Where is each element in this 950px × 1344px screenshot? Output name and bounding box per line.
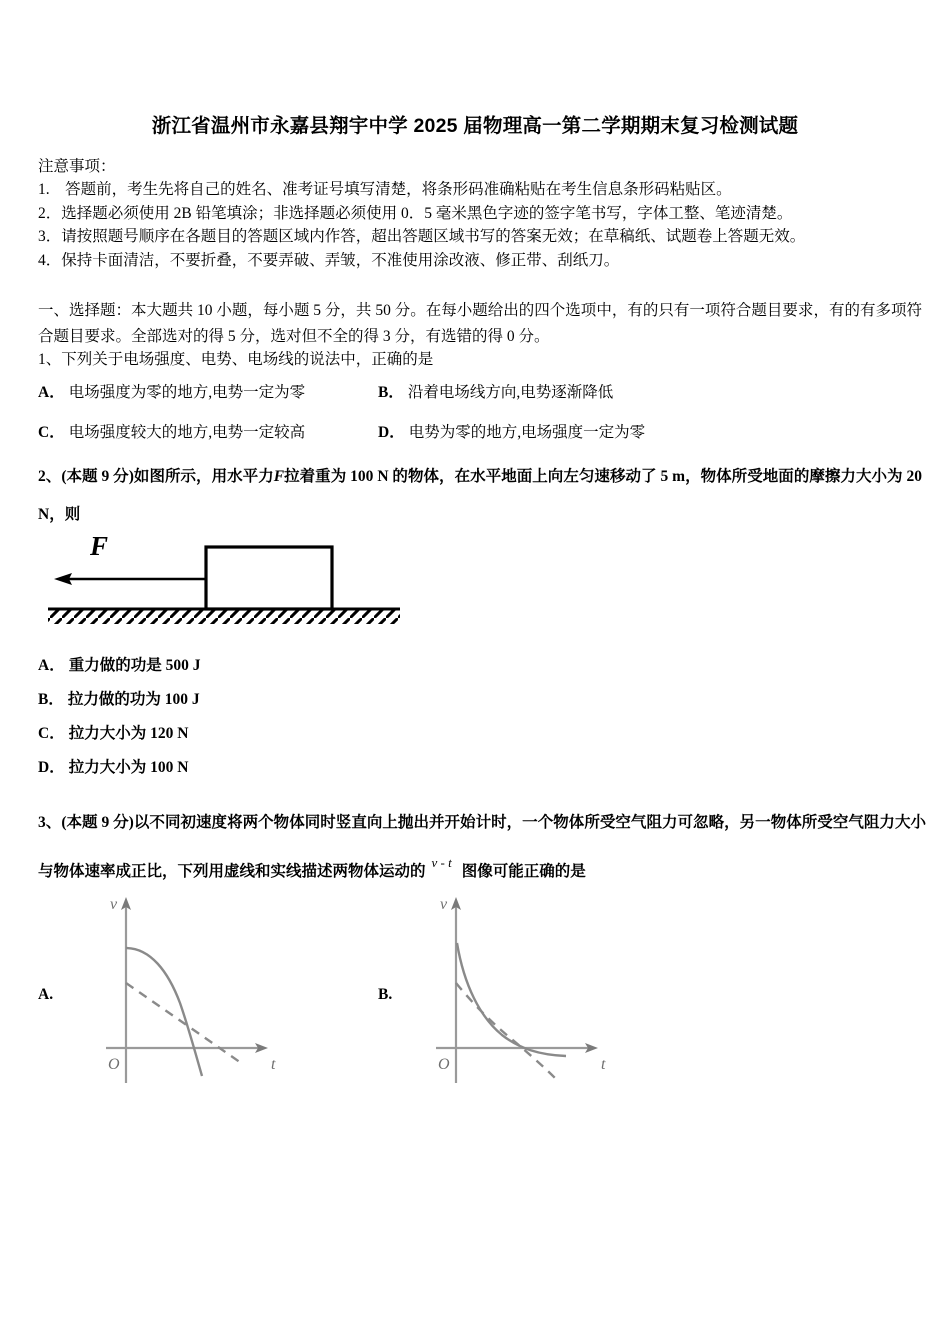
question-3-stem bbox=[38, 803, 926, 892]
graph-b-label: B. bbox=[378, 986, 393, 1003]
graph-a-x-label: t bbox=[271, 1056, 276, 1073]
option-text: 拉力大小为 120 N bbox=[68, 725, 189, 742]
question-3-graphs bbox=[38, 893, 678, 1098]
question-1-option-a[interactable] bbox=[38, 382, 378, 404]
page-title: 浙江省温州市永嘉县翔宇中学 2025 届物理高一第二学期期末复习检测试题 bbox=[151, 115, 799, 137]
question-1-options bbox=[38, 382, 738, 462]
option-row bbox=[38, 382, 738, 404]
option-letter: D． bbox=[38, 759, 65, 776]
option-letter: C． bbox=[38, 725, 65, 742]
option-letter: D． bbox=[378, 424, 405, 441]
question-1-option-b[interactable] bbox=[378, 382, 613, 404]
question-2-number: 2、 bbox=[38, 468, 62, 485]
question-2-options bbox=[38, 655, 458, 791]
option-letter: C． bbox=[38, 424, 65, 441]
notice-block bbox=[38, 155, 918, 272]
block-on-ground-diagram bbox=[38, 522, 438, 632]
question-1-stem bbox=[38, 348, 433, 372]
vt-graph-notation: v - t bbox=[431, 855, 452, 870]
notice-heading: 注意事项： bbox=[38, 158, 116, 175]
graph-a-solid-curve bbox=[126, 948, 202, 1076]
option-letter: B． bbox=[378, 384, 404, 401]
option-text: 电场强度为零的地方,电势一定为零 bbox=[68, 384, 306, 401]
option-letter: B． bbox=[38, 691, 64, 708]
graph-b-x-label: t bbox=[601, 1056, 606, 1073]
question-3-text-part1: (本题 9 分)以不同初速度将两个物体同时竖直向上抛出并开始计时，一个物体所受空气阻力可忽略，另一物体所受空气阻力大小与物体速率成正比，下列用虚线和实线描述两物体运动的 bbox=[38, 814, 926, 880]
option-row bbox=[38, 422, 738, 444]
option-text: 重力做的功是 500 J bbox=[68, 657, 201, 674]
graph-a-dashed-line bbox=[126, 983, 244, 1065]
notice-item-1: 1. 答题前，考生先将自己的姓名、准考证号填写清楚，将条形码准确粘贴在考生信息条形码粘贴区。 bbox=[38, 181, 732, 198]
question-2-option-a[interactable] bbox=[38, 655, 458, 677]
question-1-number: 1、 bbox=[38, 351, 62, 368]
graph-b-y-label: v bbox=[440, 896, 448, 913]
option-letter: A． bbox=[38, 384, 65, 401]
graph-b-dashed-curve bbox=[456, 983, 556, 1079]
force-label-F: F bbox=[90, 531, 109, 561]
graph-a bbox=[68, 893, 298, 1093]
question-2-force-symbol: F bbox=[273, 468, 285, 485]
question-1-option-c[interactable] bbox=[38, 422, 378, 444]
graph-a-origin-label: O bbox=[108, 1056, 120, 1073]
question-3-number: 3、 bbox=[38, 814, 62, 831]
question-1-text: 下列关于电场强度、电势、电场线的说法中，正确的是 bbox=[61, 351, 434, 368]
block-shape bbox=[206, 547, 332, 609]
ground-hatching bbox=[48, 610, 400, 624]
option-text: 拉力做的功为 100 J bbox=[67, 691, 200, 708]
notice-item-2: 2．选择题必须使用 2B 铅笔填涂；非选择题必须使用 0．5 毫米黑色字迹的签字笔书写，字体工整、笔迹清楚。 bbox=[38, 204, 793, 222]
question-2-figure bbox=[38, 522, 438, 632]
graph-b-solid-curve bbox=[457, 943, 566, 1056]
option-text: 沿着电场线方向,电势逐渐降低 bbox=[407, 384, 614, 401]
option-text: 电场强度较大的地方,电势一定较高 bbox=[68, 424, 306, 441]
question-1-option-d[interactable] bbox=[378, 422, 645, 444]
graph-b-origin-label: O bbox=[438, 1056, 450, 1073]
question-2-text-part1: (本题 9 分)如图所示，用水平力 bbox=[61, 468, 274, 485]
question-3-text-part2: 图像可能正确的是 bbox=[461, 863, 586, 880]
option-text: 拉力大小为 100 N bbox=[68, 759, 189, 776]
question-2-option-b[interactable] bbox=[38, 689, 458, 711]
question-2-option-c[interactable] bbox=[38, 723, 458, 745]
notice-item-4: 4．保持卡面清洁，不要折叠，不要弄破、弄皱，不准使用涂改液、修正带、刮纸刀。 bbox=[38, 251, 620, 269]
section-one-intro: 一、选择题：本大题共 10 小题，每小题 5 分，共 50 分。在每小题给出的四个选项中，有的只有一项符合题目要求，有的有多项符合题目要求。全部选对的得 5 分，选对但不全的得 3 分，有选错的得 0 分。 bbox=[38, 302, 922, 345]
graph-a-label: A. bbox=[38, 986, 54, 1003]
question-2-option-d[interactable] bbox=[38, 757, 458, 779]
notice-item-3: 3．请按照题号顺序在各题目的答题区域内作答，超出答题区域书写的答案无效；在草稿纸、试题卷上答题无效。 bbox=[38, 228, 806, 245]
graph-b bbox=[398, 893, 628, 1093]
question-2-text-part2: 拉着重为 100 N 的物体，在水平地面上向左匀速移动了 5 m，物体所受地面的摩擦力大小为 20 N，则 bbox=[38, 468, 922, 523]
option-text: 电势为零的地方,电场强度一定为零 bbox=[408, 424, 646, 441]
option-letter: A． bbox=[38, 657, 65, 674]
graph-a-y-label: v bbox=[110, 896, 118, 913]
